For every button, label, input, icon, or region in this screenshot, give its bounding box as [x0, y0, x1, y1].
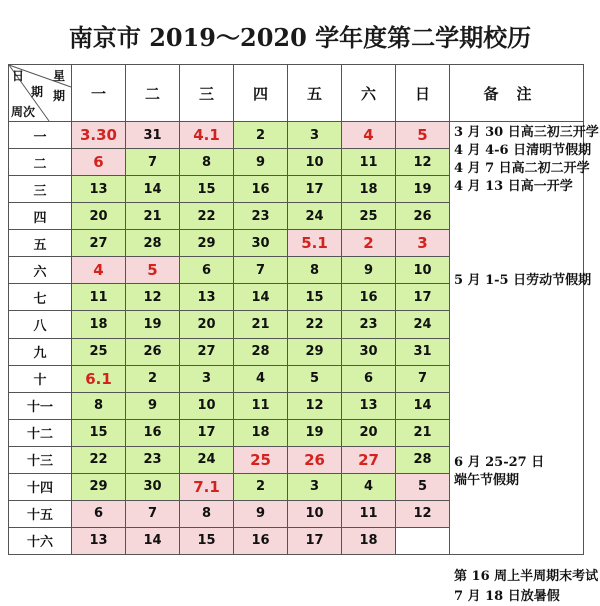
date-cell: 10 — [288, 500, 342, 527]
week-label: 十四 — [9, 473, 72, 500]
date-cell: 3.30 — [72, 122, 126, 149]
date-cell: 11 — [342, 149, 396, 176]
corner-label-day: 日 — [12, 69, 25, 83]
date-cell: 21 — [396, 419, 450, 446]
date-cell: 23 — [234, 203, 288, 230]
date-cell: 13 — [72, 527, 126, 554]
date-cell: 17 — [396, 284, 450, 311]
day-header-tue: 二 — [126, 65, 180, 122]
date-cell: 28 — [126, 230, 180, 257]
date-cell: 25 — [234, 446, 288, 473]
note-item: 端午节假期 — [454, 473, 520, 488]
date-cell: 25 — [72, 338, 126, 365]
week-label: 十六 — [9, 527, 72, 554]
date-cell: 6 — [342, 365, 396, 392]
date-cell: 3 — [180, 365, 234, 392]
date-cell: 24 — [180, 446, 234, 473]
date-cell: 7.1 — [180, 473, 234, 500]
note-item: 4 月 4-6 日清明节假期 — [454, 143, 592, 158]
date-cell: 7 — [126, 149, 180, 176]
date-cell: 2 — [234, 473, 288, 500]
week-label: 四 — [9, 203, 72, 230]
date-cell: 29 — [288, 338, 342, 365]
calendar-table — [8, 64, 599, 604]
date-cell: 7 — [234, 257, 288, 284]
date-cell: 12 — [396, 149, 450, 176]
date-cell: 23 — [126, 446, 180, 473]
week-label: 六 — [9, 257, 72, 284]
page-title: 南京市 2019～2020 学年度第二学期校历 — [68, 23, 532, 52]
week-label: 八 — [9, 311, 72, 338]
date-cell: 30 — [342, 338, 396, 365]
date-cell: 14 — [234, 284, 288, 311]
week-label: 十三 — [9, 446, 72, 473]
week-label: 五 — [9, 230, 72, 257]
corner-label-qi2: 期 — [53, 89, 66, 103]
date-cell: 26 — [126, 338, 180, 365]
date-cell: 9 — [342, 257, 396, 284]
date-cell: 4 — [342, 122, 396, 149]
date-cell: 7 — [126, 500, 180, 527]
date-cell: 31 — [126, 122, 180, 149]
date-cell: 24 — [288, 203, 342, 230]
date-cell: 21 — [126, 203, 180, 230]
date-cell: 11 — [234, 392, 288, 419]
day-header-wed: 三 — [180, 65, 234, 122]
notes-header: 备注 — [450, 65, 584, 122]
note-item: 6 月 25-27 日 — [454, 455, 545, 470]
date-cell: 5 — [396, 473, 450, 500]
date-cell: 18 — [72, 311, 126, 338]
date-cell: 14 — [126, 176, 180, 203]
note-item: 7 月 18 日放暑假 — [454, 589, 560, 604]
calendar-body — [9, 122, 599, 604]
date-cell: 24 — [396, 311, 450, 338]
week-label: 十一 — [9, 392, 72, 419]
date-cell: 17 — [180, 419, 234, 446]
date-cell: 13 — [180, 284, 234, 311]
date-cell: 26 — [288, 446, 342, 473]
corner-header — [9, 65, 72, 122]
date-cell: 3 — [396, 230, 450, 257]
date-cell: 18 — [342, 527, 396, 554]
note-item: 3 月 30 日高三初三开学 — [454, 125, 599, 140]
date-cell: 29 — [72, 473, 126, 500]
date-cell: 20 — [72, 203, 126, 230]
week-label: 一 — [9, 122, 72, 149]
date-cell: 27 — [180, 338, 234, 365]
date-cell: 18 — [234, 419, 288, 446]
date-cell: 23 — [342, 311, 396, 338]
date-cell: 17 — [288, 527, 342, 554]
date-cell: 4.1 — [180, 122, 234, 149]
day-header-thu: 四 — [234, 65, 288, 122]
date-cell: 26 — [396, 203, 450, 230]
date-cell: 10 — [288, 149, 342, 176]
date-cell: 9 — [234, 500, 288, 527]
date-cell: 28 — [234, 338, 288, 365]
date-cell: 25 — [342, 203, 396, 230]
date-cell: 16 — [342, 284, 396, 311]
date-cell: 12 — [396, 500, 450, 527]
date-cell: 2 — [342, 230, 396, 257]
date-cell: 27 — [72, 230, 126, 257]
date-cell: 14 — [126, 527, 180, 554]
table-row — [9, 122, 584, 149]
note-item: 4 月 13 日高一开学 — [454, 179, 573, 194]
date-cell: 30 — [234, 230, 288, 257]
note-item: 第 16 周上半周期末考试 — [454, 569, 599, 584]
week-label: 三 — [9, 176, 72, 203]
date-cell: 22 — [288, 311, 342, 338]
week-label: 七 — [9, 284, 72, 311]
date-cell: 12 — [126, 284, 180, 311]
note-item: 5 月 1-5 日劳动节假期 — [454, 273, 592, 288]
week-label: 十五 — [9, 500, 72, 527]
day-header-sat: 六 — [342, 65, 396, 122]
date-cell: 31 — [396, 338, 450, 365]
date-cell: 4 — [342, 473, 396, 500]
date-cell: 27 — [342, 446, 396, 473]
date-cell: 4 — [72, 257, 126, 284]
date-cell: 6 — [72, 500, 126, 527]
date-cell: 8 — [180, 500, 234, 527]
date-cell: 16 — [126, 419, 180, 446]
date-cell: 19 — [396, 176, 450, 203]
date-cell: 11 — [72, 284, 126, 311]
date-cell: 9 — [234, 149, 288, 176]
date-cell: 6.1 — [72, 365, 126, 392]
date-cell: 8 — [288, 257, 342, 284]
date-cell: 8 — [180, 149, 234, 176]
week-label: 九 — [9, 338, 72, 365]
date-cell: 15 — [288, 284, 342, 311]
date-cell: 10 — [180, 392, 234, 419]
date-cell: 19 — [126, 311, 180, 338]
notes-column — [450, 122, 599, 604]
date-cell: 9 — [126, 392, 180, 419]
corner-label-week: 周次 — [11, 105, 36, 119]
week-label: 二 — [9, 149, 72, 176]
date-cell: 30 — [126, 473, 180, 500]
date-cell: 20 — [180, 311, 234, 338]
date-cell: 17 — [288, 176, 342, 203]
date-cell: 14 — [396, 392, 450, 419]
date-cell: 28 — [396, 446, 450, 473]
date-cell: 5 — [288, 365, 342, 392]
date-cell: 22 — [180, 203, 234, 230]
header-row — [9, 65, 584, 122]
date-cell: 2 — [234, 122, 288, 149]
date-cell: 3 — [288, 122, 342, 149]
date-cell: 20 — [342, 419, 396, 446]
date-cell: 29 — [180, 230, 234, 257]
date-cell: 5 — [396, 122, 450, 149]
day-header-mon: 一 — [72, 65, 126, 122]
day-header-sun: 日 — [396, 65, 450, 122]
week-label: 十 — [9, 365, 72, 392]
date-cell: 2 — [126, 365, 180, 392]
date-cell: 8 — [72, 392, 126, 419]
corner-label-star: 星 — [53, 69, 66, 83]
date-cell: 18 — [342, 176, 396, 203]
date-cell: 5 — [126, 257, 180, 284]
date-cell: 13 — [72, 176, 126, 203]
date-cell: 7 — [396, 365, 450, 392]
date-cell: 6 — [72, 149, 126, 176]
date-cell: 13 — [342, 392, 396, 419]
day-header-fri: 五 — [288, 65, 342, 122]
week-label: 十二 — [9, 419, 72, 446]
date-cell: 15 — [180, 176, 234, 203]
date-cell: 19 — [288, 419, 342, 446]
date-cell — [396, 527, 450, 554]
date-cell: 21 — [234, 311, 288, 338]
date-cell: 5.1 — [288, 230, 342, 257]
note-item: 4 月 7 日高二初二开学 — [454, 161, 590, 176]
date-cell: 16 — [234, 176, 288, 203]
date-cell: 15 — [180, 527, 234, 554]
date-cell: 11 — [342, 500, 396, 527]
date-cell: 3 — [288, 473, 342, 500]
date-cell: 10 — [396, 257, 450, 284]
date-cell: 22 — [72, 446, 126, 473]
date-cell: 15 — [72, 419, 126, 446]
corner-label-qi1: 期 — [31, 85, 44, 99]
date-cell: 6 — [180, 257, 234, 284]
date-cell: 16 — [234, 527, 288, 554]
date-cell: 12 — [288, 392, 342, 419]
date-cell: 4 — [234, 365, 288, 392]
